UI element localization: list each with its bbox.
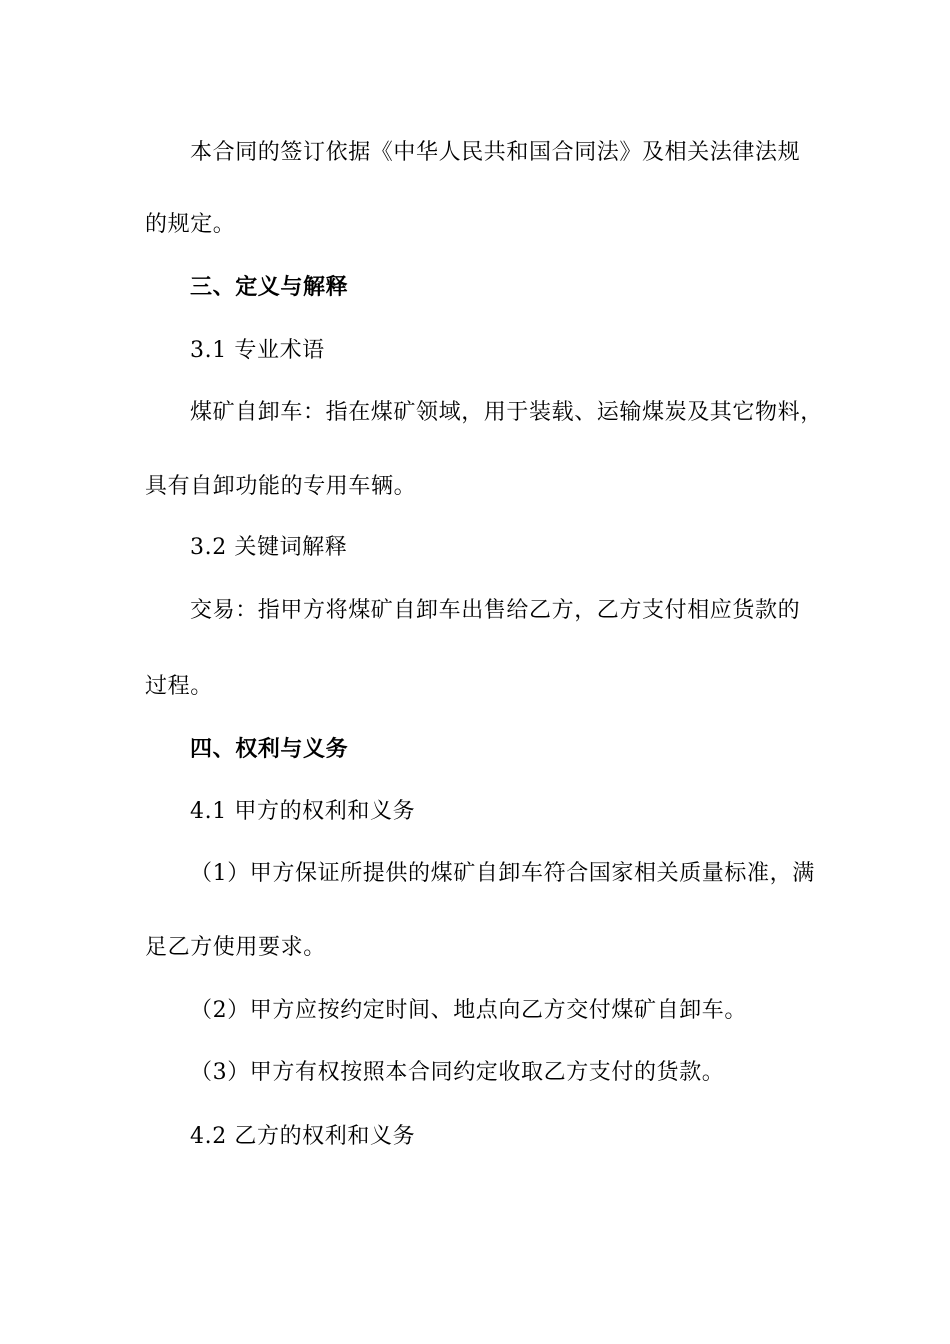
clause-4-1-3: （3）甲方有权按照本合同约定收取乙方支付的货款。 [190, 1060, 725, 1085]
section-heading-definitions: 三、定义与解释 [190, 274, 349, 300]
clause-4-1-1-line1: （1）甲方保证所提供的煤矿自卸车符合国家相关质量标准，满 [190, 861, 815, 886]
section-heading-rights-obligations: 四、权利与义务 [190, 736, 349, 762]
definition-dump-truck-line2: 具有自卸功能的专用车辆。 [145, 474, 417, 499]
clause-4-1-2: （2）甲方应按约定时间、地点向乙方交付煤矿自卸车。 [190, 998, 747, 1023]
subsection-heading-4-1: 4.1 甲方的权利和义务 [190, 799, 416, 824]
definition-transaction-line2: 过程。 [145, 674, 213, 699]
subsection-heading-3-2: 3.2 关键词解释 [190, 535, 348, 560]
subsection-heading-4-2: 4.2 乙方的权利和义务 [190, 1124, 416, 1149]
definition-dump-truck-line1: 煤矿自卸车：指在煤矿领域，用于装载、运输煤炭及其它物料， [190, 400, 823, 425]
subsection-heading-3-1: 3.1 专业术语 [190, 338, 325, 363]
definition-transaction-line1: 交易：指甲方将煤矿自卸车出售给乙方，乙方支付相应货款的 [190, 598, 801, 623]
paragraph-contract-basis-line2: 的规定。 [145, 212, 236, 237]
clause-4-1-1-line2: 足乙方使用要求。 [145, 935, 326, 960]
paragraph-contract-basis-line1: 本合同的签订依据《中华人民共和国合同法》及相关法律法规 [190, 140, 801, 165]
